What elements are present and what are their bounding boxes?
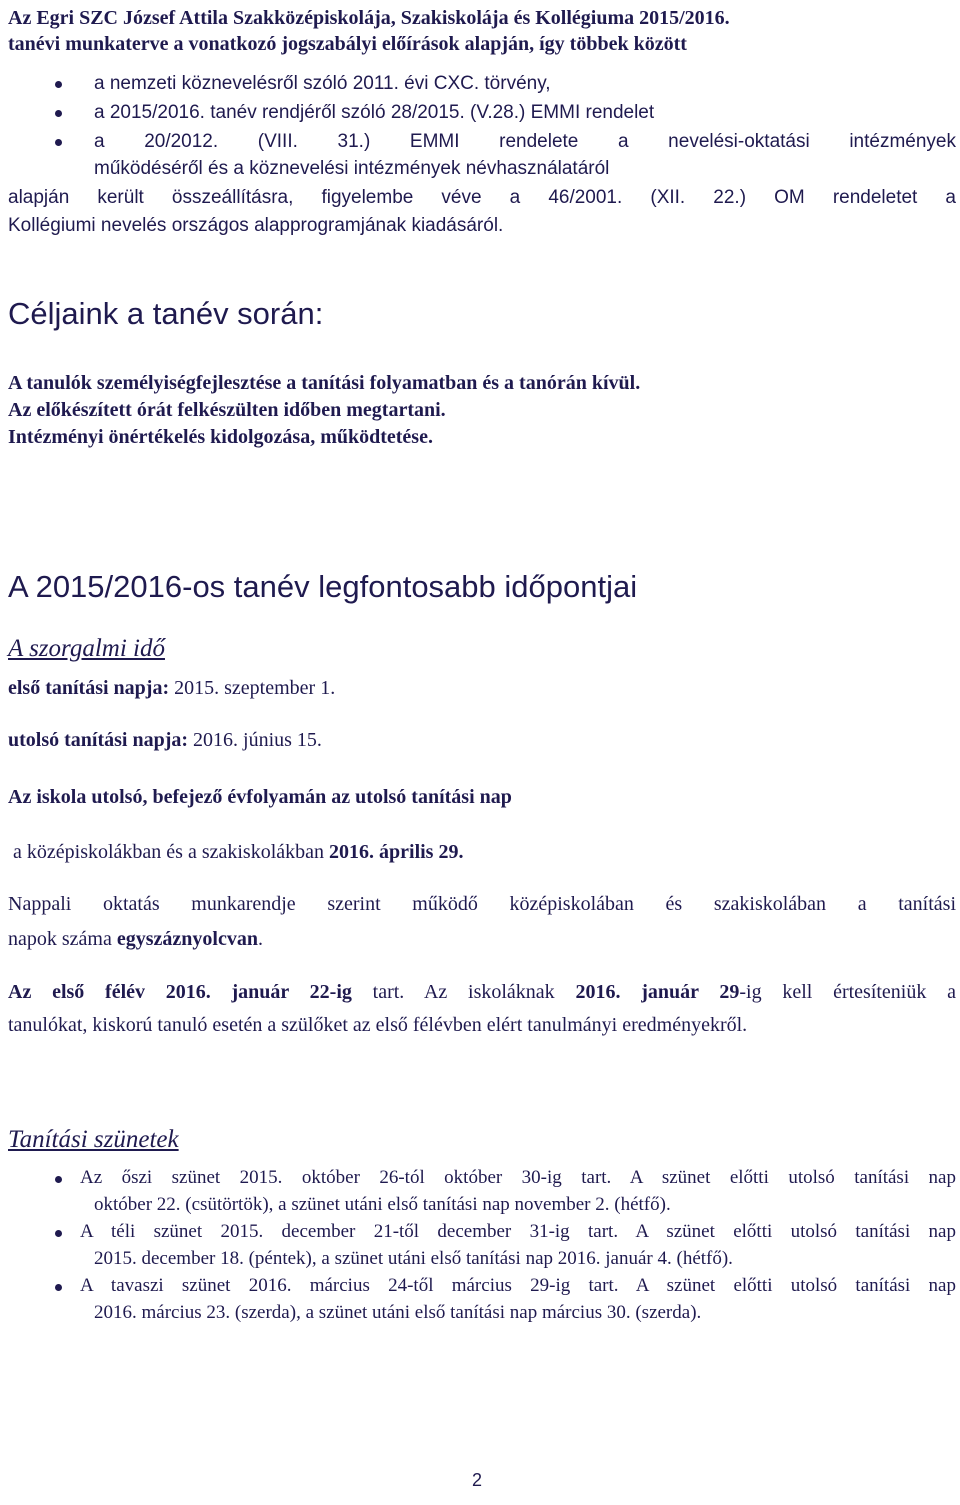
final-year-line bbox=[13, 840, 463, 864]
semester-line-1 bbox=[8, 980, 956, 1004]
final-year-text: a középiskolákban és a szakiskolákban bbox=[13, 841, 325, 863]
page-number: 2 bbox=[472, 1470, 483, 1490]
days-line-1: Nappali oktatás munkarendje szerint működő középiskolában és szakiskolában a tanítási bbox=[8, 893, 956, 915]
bullet-icon bbox=[55, 1284, 62, 1291]
last-day-label: utolsó tanítási napja: bbox=[8, 729, 189, 751]
bullet-icon bbox=[55, 1230, 62, 1237]
goal-item-2: Az előkészített órát felkészülten időben megtartani. bbox=[8, 399, 446, 421]
breaks-heading: Tanítási szünetek bbox=[8, 1126, 179, 1153]
law-item-3: a 20/2012. (VIII. 31.) EMMI rendelete a nevelési-oktatási intézmények bbox=[94, 131, 956, 152]
first-day-line bbox=[8, 676, 335, 700]
notify-text: -ig kell értesíteniük a bbox=[739, 981, 956, 1003]
term-subheading: A szorgalmi idő bbox=[8, 635, 165, 662]
intro-after-2: Kollégiumi nevelés országos alapprogramjának kiadásáról. bbox=[8, 215, 504, 236]
autumn-break-line-2: október 22. (csütörtök), a szünet utáni első tanítási nap november 2. (hétfő). bbox=[94, 1194, 671, 1215]
days-period: . bbox=[257, 928, 263, 950]
dates-heading: A 2015/2016-os tanév legfontosabb időpontjai bbox=[8, 569, 638, 604]
winter-break-line-2: 2015. december 18. (péntek), a szünet utáni első tanítási nap 2016. január 4. (hétfő). bbox=[94, 1248, 733, 1269]
autumn-break-line-1: Az őszi szünet 2015. október 26-tól október 30-ig tart. A szünet előtti utolsó tanítási nap bbox=[80, 1167, 956, 1188]
bullet-icon bbox=[55, 110, 62, 117]
law-item-1: a nemzeti köznevelésről szóló 2011. évi CXC. törvény, bbox=[94, 73, 551, 94]
first-day-value: 2015. szeptember 1. bbox=[174, 677, 336, 699]
semester-end: Az első félév 2016. január 22-ig bbox=[8, 981, 352, 1003]
last-day-value: 2016. június 15. bbox=[193, 729, 322, 751]
goal-item-1: A tanulók személyiségfejlesztése a tanítási folyamatban és a tanórán kívül. bbox=[8, 372, 641, 394]
days-text: napok száma bbox=[8, 928, 112, 950]
intro-line-1: Az Egri SZC József Attila Szakközépiskolája, Szakiskolája és Kollégiuma 2015/2016. bbox=[8, 7, 730, 29]
intro-line-2: tanévi munkaterve a vonatkozó jogszabályi előírások alapján, így többek között bbox=[8, 33, 687, 55]
bullet-icon bbox=[55, 139, 62, 146]
goal-item-3: Intézményi önértékelés kidolgozása, működtetése. bbox=[8, 426, 433, 448]
law-item-3-continued: működéséről és a köznevelési intézmények névhasználatáról bbox=[94, 158, 610, 179]
spring-break-line-1: A tavaszi szünet 2016. március 24-től március 29-ig tart. A szünet előtti utolsó tanítási nap bbox=[80, 1275, 956, 1296]
goals-heading: Céljaink a tanév során: bbox=[8, 296, 324, 331]
bullet-icon bbox=[55, 81, 62, 88]
spring-break-line-2: 2016. március 23. (szerda), a szünet utáni első tanítási nap március 30. (szerda). bbox=[94, 1302, 702, 1323]
semester-text: tart. Az iskoláknak bbox=[372, 981, 555, 1003]
first-day-label: első tanítási napja: bbox=[8, 677, 170, 699]
final-year-date: 2016. április 29. bbox=[329, 841, 464, 863]
days-line-2 bbox=[8, 927, 263, 951]
notify-date: 2016. január 29 bbox=[575, 981, 740, 1003]
last-day-line bbox=[8, 728, 322, 752]
semester-line-2: tanulókat, kiskorú tanuló esetén a szülőket az első félévben elért tanulmányi eredményekről. bbox=[8, 1014, 748, 1036]
intro-after-1: alapján került összeállításra, figyelembe véve a 46/2001. (XII. 22.) OM rendeletet a bbox=[8, 187, 956, 208]
days-count: egyszáznyolcvan bbox=[116, 928, 258, 950]
bullet-icon bbox=[55, 1176, 62, 1183]
final-year-heading: Az iskola utolsó, befejező évfolyamán az utolsó tanítási nap bbox=[8, 786, 512, 808]
winter-break-line-1: A téli szünet 2015. december 21-től december 31-ig tart. A szünet előtti utolsó tanítási nap bbox=[80, 1221, 956, 1242]
law-item-2: a 2015/2016. tanév rendjéről szóló 28/2015. (V.28.) EMMI rendelet bbox=[94, 102, 655, 123]
